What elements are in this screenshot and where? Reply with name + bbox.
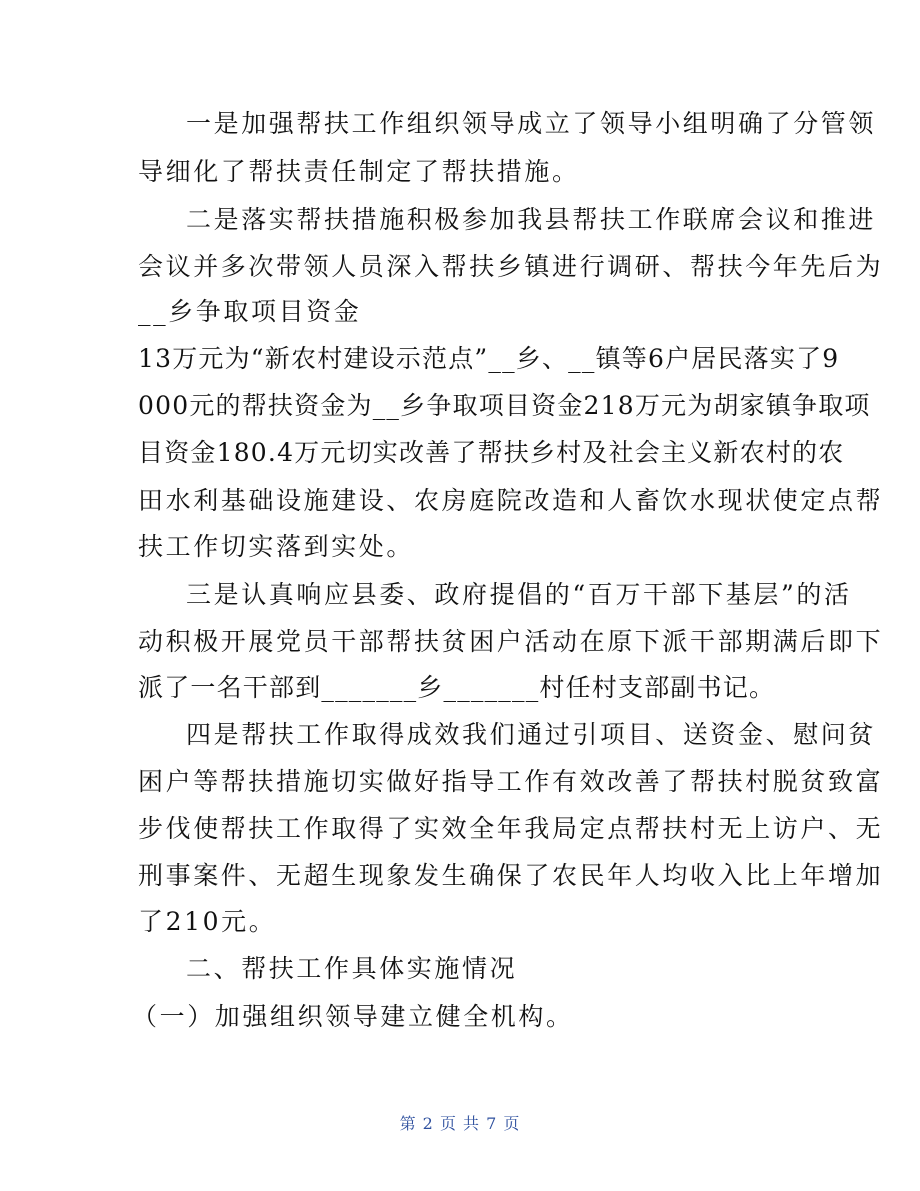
paragraph-2-line-2: 会议并多次带领人员深入帮扶乡镇进行调研、帮扶今年先后为 bbox=[138, 252, 884, 281]
paragraph-1-line-2: 导细化了帮扶责任制定了帮扶措施。 bbox=[138, 157, 580, 186]
paragraph-2-line-5: 000元的帮扶资金为__乡争取项目资金218万元为胡家镇争取项 bbox=[138, 391, 871, 420]
paragraph-2-line-6: 目资金180.4万元切实改善了帮扶乡村及社会主义新农村的农 bbox=[138, 438, 845, 467]
paragraph-2-line-1: 二是落实帮扶措施积极参加我县帮扶工作联席会议和推进 bbox=[186, 205, 877, 234]
section-heading: 二、帮扶工作具体实施情况 bbox=[186, 954, 518, 983]
paragraph-4-line-4: 刑事案件、无超生现象发生确保了农民年人均收入比上年增加 bbox=[138, 861, 884, 890]
paragraph-4-line-2: 困户等帮扶措施切实做好指导工作有效改善了帮扶村脱贫致富 bbox=[138, 767, 884, 796]
paragraph-4-line-3: 步伐使帮扶工作取得了实效全年我局定点帮扶村无上访户、无 bbox=[138, 814, 884, 843]
paragraph-3-line-1: 三是认真响应县委、政府提倡的“百万干部下基层”的活 bbox=[186, 580, 852, 609]
paragraph-2-line-3: __乡争取项目资金 bbox=[138, 297, 362, 326]
paragraph-3-line-2: 动积极开展党员干部帮扶贫困户活动在原下派干部期满后即下 bbox=[138, 627, 884, 656]
page-number-footer: 第 2 页 共 7 页 bbox=[399, 1114, 521, 1133]
paragraph-4-line-1: 四是帮扶工作取得成效我们通过引项目、送资金、慰问贫 bbox=[186, 720, 877, 749]
paragraph-2-line-7: 田水利基础设施建设、农房庭院改造和人畜饮水现状使定点帮 bbox=[138, 486, 884, 515]
paragraph-1-line-1: 一是加强帮扶工作组织领导成立了领导小组明确了分管领 bbox=[186, 109, 877, 138]
subsection-heading: （一）加强组织领导建立健全机构。 bbox=[132, 1002, 574, 1031]
paragraph-4-line-5: 了210元。 bbox=[138, 907, 277, 936]
paragraph-2-line-8: 扶工作切实落到实处。 bbox=[138, 532, 415, 561]
paragraph-2-line-4: 13万元为“新农村建设示范点”__乡、__镇等6户居民落实了9 bbox=[138, 344, 840, 373]
paragraph-3-line-3: 派了一名干部到_______乡_______村任村支部副书记。 bbox=[138, 673, 776, 702]
